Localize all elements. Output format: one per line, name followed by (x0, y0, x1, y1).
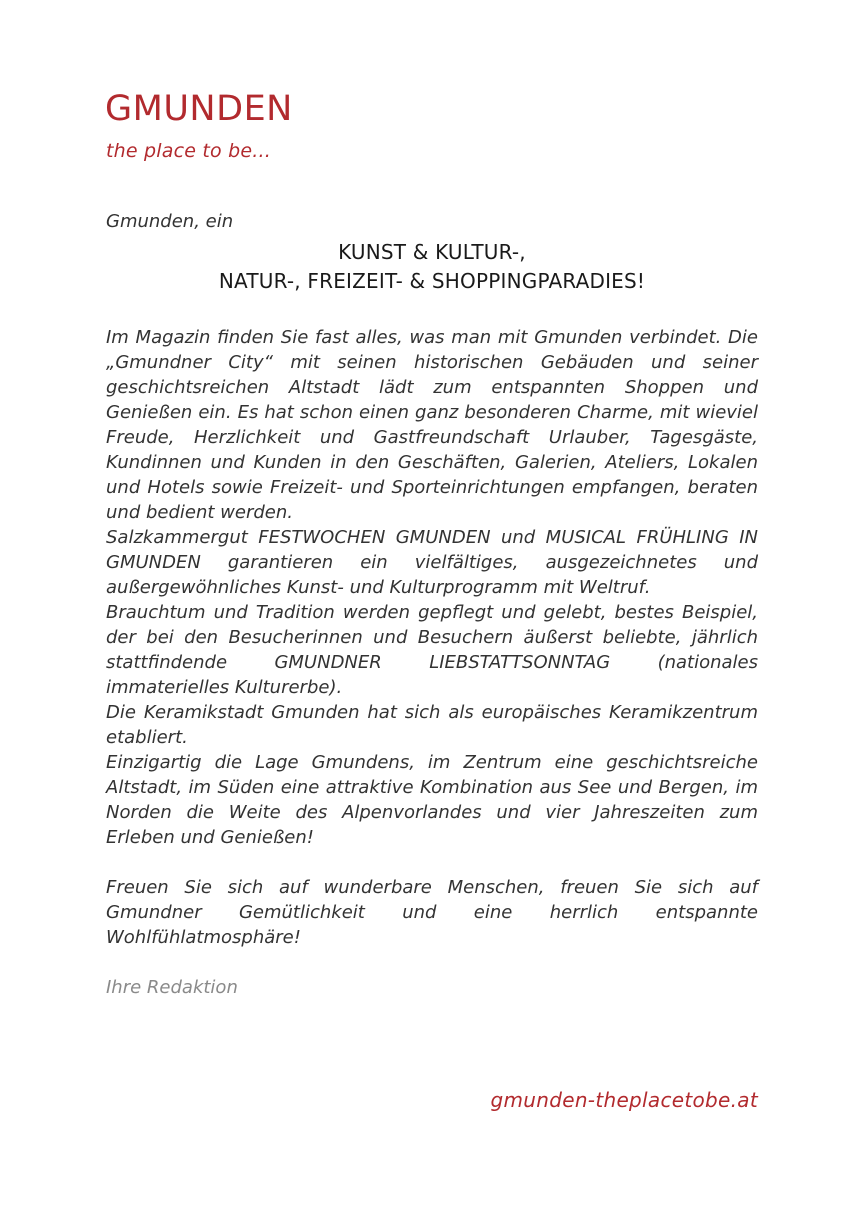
body-text (106, 325, 758, 1000)
brand-tagline: the place to be... (106, 140, 271, 162)
paragraph-tradition: Brauchtum und Tradition werden gepflegt und gelebt, bestes Beispiel, der bei den Besucherinnen und Besuchern äußerst beliebte, jährlich stattfindende GMUNDNER LIEBSTATTSONNTAG (nationales immaterielles Kulturerbe). (106, 602, 758, 698)
signoff: Ihre Redaktion (106, 977, 238, 998)
closing-paragraph: Freuen Sie sich auf wunderbare Menschen, freuen Sie sich auf Gmundner Gemütlichkeit und eine herrlich entspannte Wohlfühlatmosphäre! (106, 877, 758, 948)
signoff-spacer (106, 950, 758, 975)
headline-line-2: NATUR-, FREIZEIT- & SHOPPINGPARADIES! (218, 269, 646, 293)
paragraph-festivals: Salzkammergut FESTWOCHEN GMUNDEN und MUSICAL FRÜHLING IN GMUNDEN garantieren ein vielfältiges, ausgezeichnetes und außergewöhnliches Kunst- und Kulturprogramm mit Weltruf. (106, 527, 758, 598)
website-link[interactable]: gmunden-theplacetobe.at (490, 1088, 758, 1112)
headline (106, 238, 758, 296)
paragraph-location: Einzigartig die Lage Gmundens, im Zentrum eine geschichtsreiche Altstadt, im Süden eine attraktive Kombination aus See und Bergen, im Norden die Weite des Alpenvorlandes und vier Jahreszeiten zum Erleben und Genießen! (106, 752, 758, 848)
paragraph-spacer (106, 850, 758, 875)
intro-text: Gmunden, ein (106, 211, 234, 232)
headline-line-1: KUNST & KULTUR-, (338, 240, 526, 264)
brand-title: GMUNDEN (105, 89, 293, 129)
paragraph-shopping: Im Magazin finden Sie fast alles, was man mit Gmunden verbindet. Die „Gmundner City“ mit seinen historischen Gebäuden und seiner geschichtsreichen Altstadt lädt zum entspannten Shoppen und Genießen ein. Es hat schon einen ganz besonderen Charme, mit wieviel Freude, Herzlichkeit und Gastfreundschaft Urlauber, Tagesgäste, Kundinnen und Kunden in den Geschäften, Galerien, Ateliers, Lokalen und Hotels sowie Freizeit- und Sporteinrichtungen empfangen, beraten und bedient werden. (106, 327, 758, 523)
paragraph-ceramics: Die Keramikstadt Gmunden hat sich als europäisches Keramikzentrum etabliert. (106, 702, 758, 748)
